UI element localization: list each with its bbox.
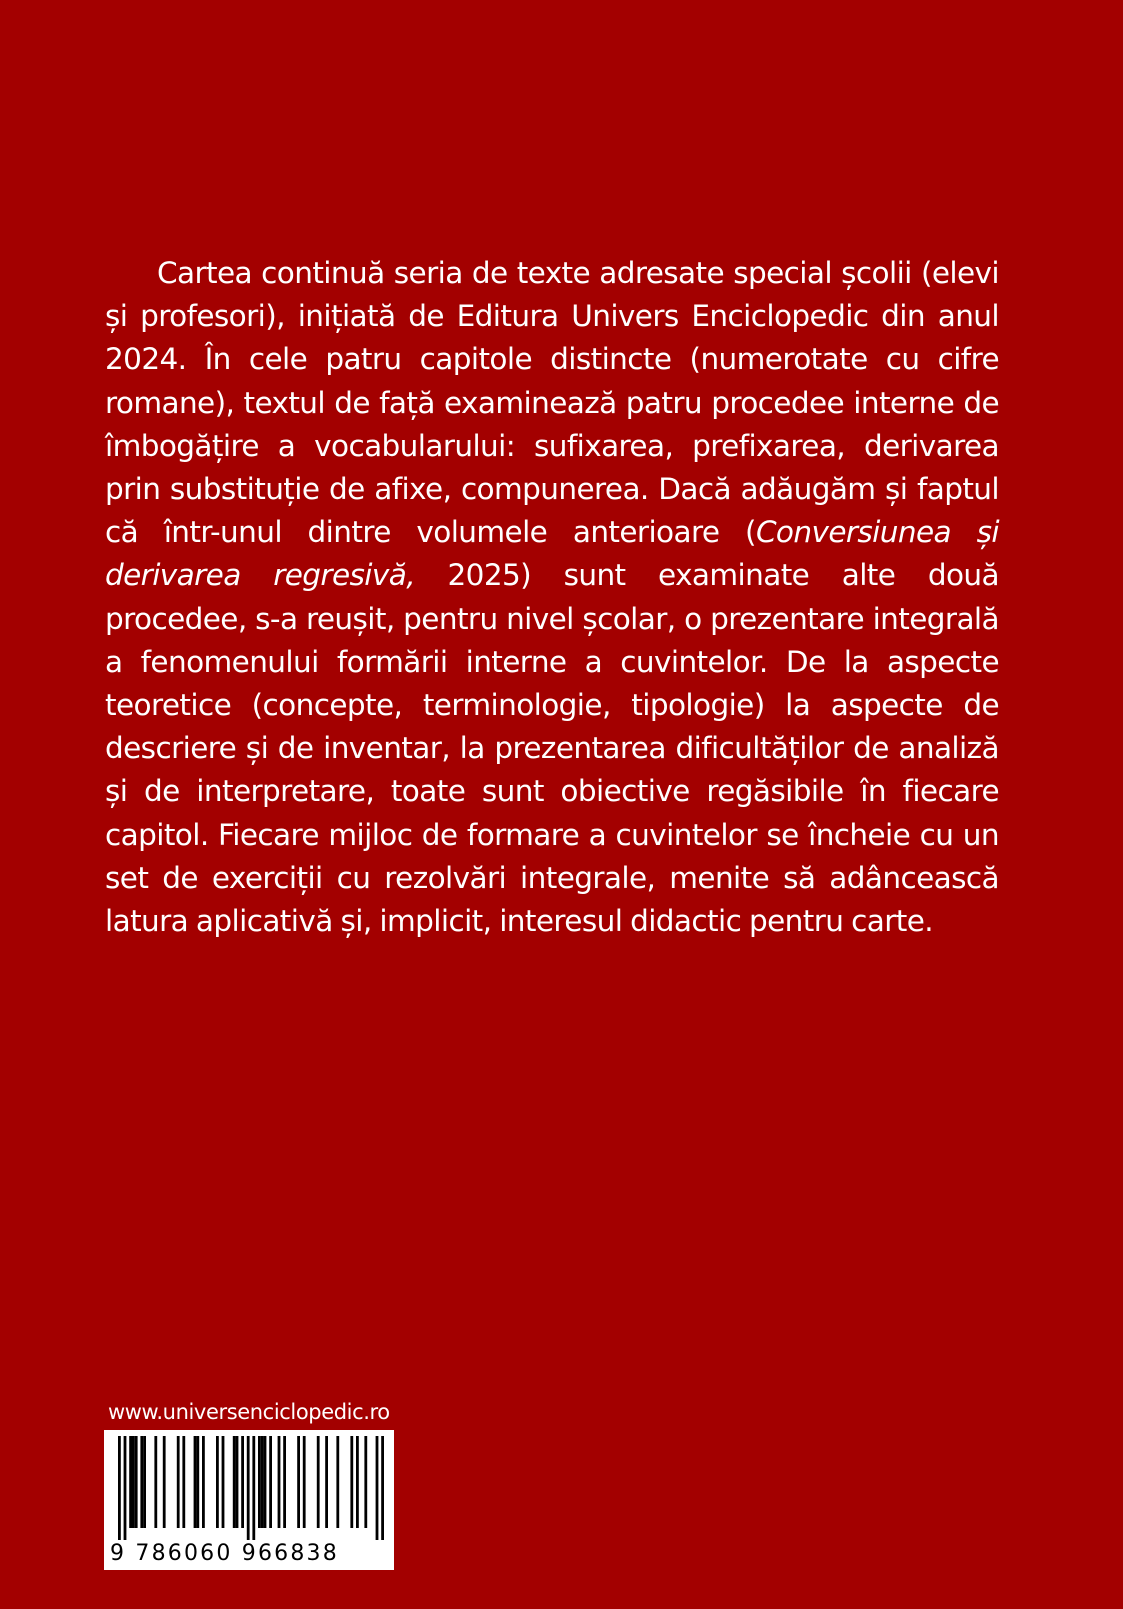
back-cover-blurb: [105, 252, 999, 943]
barcode-bar: [182, 1436, 185, 1528]
barcode-bar: [278, 1436, 281, 1528]
barcode-bar: [261, 1436, 264, 1528]
barcode-bar: [135, 1436, 138, 1528]
barcode-bar: [129, 1436, 132, 1528]
barcode-bar: [196, 1436, 199, 1528]
barcode-bar: [252, 1436, 255, 1540]
barcode-bar: [154, 1436, 157, 1528]
blurb-italic-title: Conversiunea și derivarea regresivă,: [105, 515, 999, 593]
barcode-bar: [194, 1436, 197, 1528]
barcode-bar: [236, 1436, 239, 1528]
isbn-number: 9 786060 966838: [110, 1541, 339, 1566]
barcode-bar: [202, 1436, 205, 1528]
barcode-bar: [350, 1436, 353, 1528]
barcode-bar: [325, 1436, 328, 1528]
barcode-bar: [216, 1436, 219, 1528]
blurb-text-part-2: 2025) sunt examinate alte două procedee, s-a reușit, pentru nivel școlar, o prezentare integrală a fenomenului formării interne a cuvintelor. De la aspecte teoretice (concepte, terminologie, tipologie) la aspecte de descriere și de inventar, la prezentarea dificultăților de analiză și de interpretare, toate sunt obiective regăsibile în fiecare capitol. Fiecare mijloc de formare a cuvintelor se încheie cu un set de exerciții cu rezolvări integrale, menite să adâncească latura aplicativă și, implicit, interesul didactic pentru carte.: [105, 558, 999, 939]
barcode-bar: [317, 1436, 320, 1528]
barcode-bar: [283, 1436, 286, 1528]
barcode-bar: [381, 1436, 384, 1540]
barcode-bar: [258, 1436, 261, 1528]
barcode-bars: [104, 1430, 394, 1542]
barcode-bar: [222, 1436, 225, 1528]
barcode-bar: [297, 1436, 300, 1528]
barcode-bar: [118, 1436, 121, 1540]
barcode-bar: [264, 1436, 267, 1528]
isbn-barcode: [104, 1430, 394, 1570]
barcode-bar: [376, 1436, 379, 1540]
barcode-bar: [140, 1436, 143, 1528]
barcode-bar: [269, 1436, 272, 1528]
barcode-bar: [336, 1436, 339, 1528]
barcode-bar: [356, 1436, 359, 1528]
barcode-bar: [247, 1436, 250, 1540]
barcode-bar: [132, 1436, 135, 1528]
barcode-bar: [177, 1436, 180, 1528]
barcode-bar: [124, 1436, 127, 1540]
barcode-bar: [163, 1436, 166, 1528]
barcode-bar: [364, 1436, 367, 1528]
blurb-text-part-1: Cartea continuă seria de texte adresate special școlii (elevi și profesori), inițiată de Editura Univers Enciclopedic din anul 2024. În cele patru capitole distincte (numerotate cu cifre romane), textul de față examinează patru procedee interne de îmbogățire a vocabularului: sufixarea, prefixarea, derivarea prin substituție de afixe, compunerea. Dacă adăugăm și faptul că într-unul dintre volumele anterioare (: [105, 256, 999, 550]
barcode-bar: [143, 1436, 146, 1528]
publisher-website: www.universenciclopedic.ro: [108, 1400, 390, 1424]
barcode-bar: [303, 1436, 306, 1528]
barcode-bar: [241, 1436, 244, 1528]
barcode-bar: [233, 1436, 236, 1528]
